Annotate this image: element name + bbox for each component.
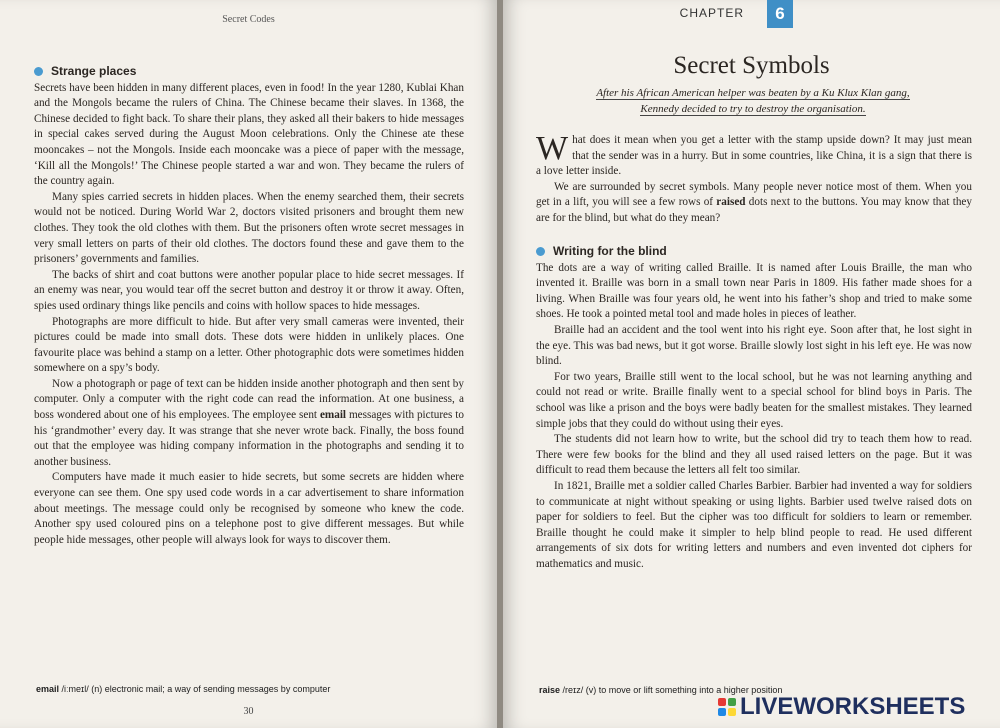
logo-square — [718, 708, 726, 716]
logo-text: LIVEWORKSHEETS — [740, 693, 966, 720]
logo-square — [728, 698, 736, 706]
bullet-icon — [536, 247, 545, 256]
glossary-term: raised — [716, 196, 746, 209]
running-head: Secret Codes — [222, 14, 275, 25]
paragraph: The backs of shirt and coat buttons were another popular place to hide secret messages. If an enemy was near, you would tear off the secret button and destroy it or throw it away. Often, spies used ordinary things like pencils and coins with hollow spaces to hide messages. — [34, 268, 464, 312]
page-number: 30 — [243, 706, 254, 717]
paragraph: We are surrounded by secret symbols. Many people never notice most of them. When you get in a lift, you will see a few rows of raised dots next to the buttons. You may know that they are for the blind, but what do they mean? — [536, 180, 972, 224]
paragraph: Computers have made it much easier to hide secrets, but some secrets are hidden where everyone can see them. One spy used code words in a car advertisement to share information about meetings. The message could only be recognised by someone who knew the code. Another spy used coloured pins on a telephone post to give different messages. But while people hide messages, other people will always look for ways to discover them. — [34, 471, 464, 546]
chapter-label: CHAPTER — [679, 6, 744, 20]
paragraph: Many spies carried secrets in hidden places. When the enemy searched them, their secrets would not be noticed. During World War 2, doctors visited prisoners and brought them new clothes. They took the old clothes with them. But the prisoners often wrote secret messages in very small letters on parts of their old clothes. The doctors found these and gave them to the prisoners’ governments and families. — [34, 190, 464, 266]
left-text-column — [34, 64, 464, 548]
liveworksheets-logo[interactable] — [718, 693, 965, 721]
logo-square — [728, 708, 736, 716]
glossary-term: email — [319, 409, 347, 422]
right-text-column — [536, 244, 972, 572]
opening-text — [536, 130, 972, 227]
paragraph: Now a photograph or page of text can be hidden inside another photograph and then sent by computer. Only a computer with the right code can read the information. At one business, a boss wondered about one of his employees. The employee sent email messages with pictures to his ‘grandmother’ every day. It was strange that she never wrote back. Finally, the boss found out that the employee was hiding company information in the photographs and sending it to another business. — [34, 377, 464, 468]
footnote: email /iːmeɪl/ (n) electronic mail; a way of sending messages by computer — [36, 684, 331, 694]
paragraph: Secrets have been hidden in many different places, even in food! In the year 1280, Kublai Khan and the Mongols became the rulers of China. The Chinese became their slaves. In 1368, the Chinese decided to fight back. To share their plans, they asked all their bakers to hide messages in special cakes served during the August Moon celebrations. Only the Chinese ate these mooncakes – not the Mongols. Inside each mooncake was a piece of paper with the message, ‘Kill all the Mongols!’ The Chinese people started a war and won. They became the rulers of the country again. — [34, 81, 464, 188]
paragraph: Braille had an accident and the tool went into his right eye. Soon after that, he lost sight in the eye. This was bad news, but it got worse. Braille slowly lost sight in his left eye. He was now blind. — [536, 323, 972, 368]
paragraph: For two years, Braille still went to the local school, but he was not learning anything and could not read or write. Braille finally went to a special school for blind boys in Paris. The school was like a prison and the boys were badly beaten for the smallest mistakes. They learned simple jobs that they could do without using their eyes. — [536, 370, 972, 430]
logo-grid-icon — [718, 698, 736, 716]
paragraph: What does it mean when you get a letter with the stamp upside down? It may just mean that the sender was in a hurry. But in some countries, like China, it is a sign that there is a love letter inside. — [536, 130, 972, 178]
paragraph: The students did not learn how to write, but the school did try to teach them how to read. There were few books for the blind and they all used raised letters on the page. But it was difficult to read them because the letters all felt too similar. — [536, 433, 972, 477]
chapter-number: 6 — [767, 0, 793, 28]
footnote: raise /reɪz/ (v) to move or lift something into a higher position — [539, 685, 783, 695]
paragraph: In 1821, Braille met a soldier called Charles Barbier. Barbier had invented a way for soldiers to communicate at night without speaking or using lights. Barbier used twelve raised dots on paper for soldiers to feel. But the cipher was too difficult for soldiers to learn or remember. Braille thought he could make it simpler to help blind people to read. He used different arrangements of six dots for writing letters and numbers and even invented dot ciphers for mathematics and music. — [536, 479, 972, 570]
logo-square — [718, 698, 726, 706]
drop-cap: W — [536, 130, 569, 167]
bullet-icon — [34, 67, 43, 76]
right-page — [503, 0, 1000, 728]
section-heading — [536, 244, 972, 260]
section-heading — [34, 64, 464, 80]
section-title: Strange places — [51, 64, 137, 78]
chapter-title: Secret Symbols — [673, 52, 830, 79]
left-page — [0, 0, 497, 728]
paragraph: The dots are a way of writing called Braille. It is named after Louis Braille, the man who invented it. Braille was born in a small town near Paris in 1809. His father made shoes for a living. When Braille was four years old, he went into his father’s shop and tried to make some shoes. He took a pointed metal tool and made holes in pieces of leather. — [536, 261, 972, 321]
section-title: Writing for the blind — [553, 244, 667, 258]
paragraph: Photographs are more difficult to hide. But after very small cameras were invented, their pictures could be made into small dots. These dots were hidden in unlikely places. One favourite place was behind a stamp on a letter. Other photographic dots were sometimes hidden somewhere on a spy’s body. — [34, 315, 464, 375]
chapter-intro: After his African American helper was beaten by a Ku Klux Klan gang, Kennedy decided to try to destroy the organisation. — [596, 87, 910, 115]
